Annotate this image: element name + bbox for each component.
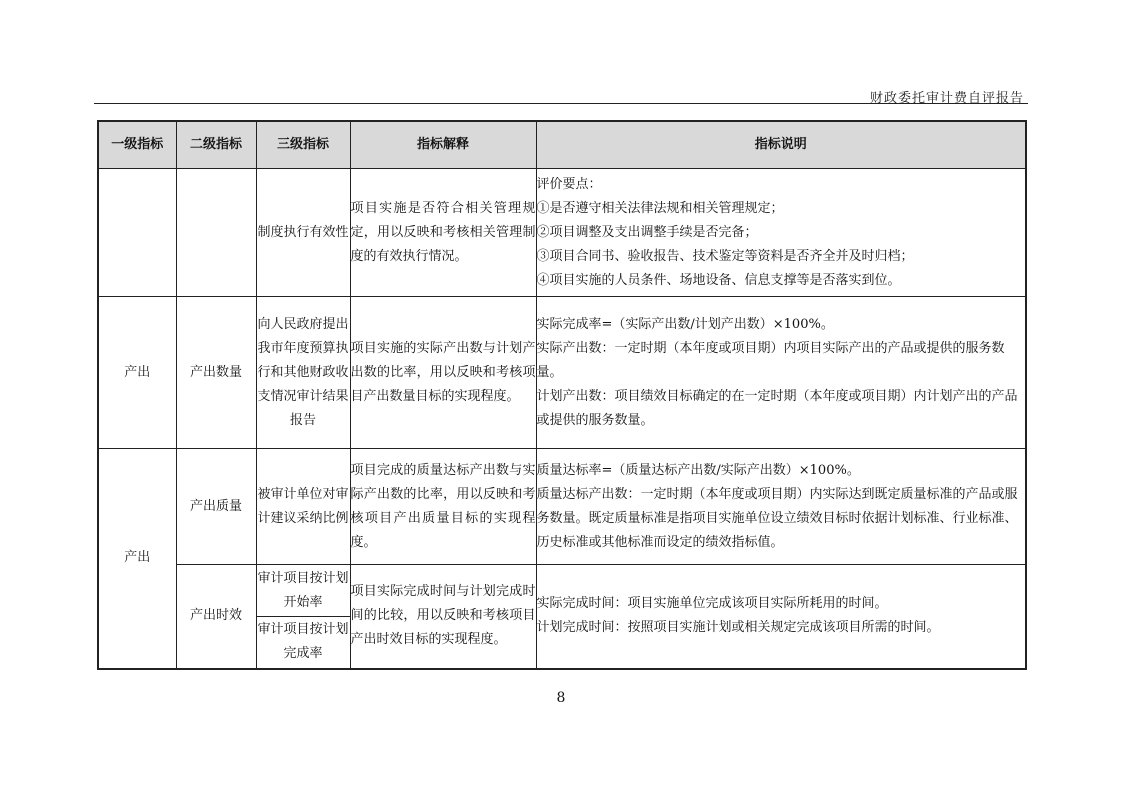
header-rule <box>94 103 1028 104</box>
row1-level3: 制度执行有效性 <box>256 169 350 297</box>
desc-line: 实际完成率=（实际产出数/计划产出数）×100%。 <box>536 316 834 332</box>
header-level3: 三级指标 <box>256 121 350 169</box>
desc-line: 评价要点： <box>536 176 602 192</box>
header-level1: 一级指标 <box>98 121 176 169</box>
table-row <box>98 169 1026 297</box>
row3-level3: 被审计单位对审计建议采纳比例 <box>256 449 350 565</box>
header-explanation: 指标解释 <box>350 121 536 169</box>
desc-line: 计划产出数：项目绩效目标确定的在一定时期（本年度或项目期）内计划产出的产品或提供的服务数量。 <box>536 388 1018 428</box>
row4-description <box>536 565 1026 669</box>
desc-line: 计划完成时间：按照项目实施计划或相关规定完成该项目所需的时间。 <box>536 620 940 636</box>
row4-level2: 产出时效 <box>176 565 256 669</box>
desc-line: ④项目实施的人员条件、场地设备、信息支撑等是否落实到位。 <box>536 272 901 288</box>
table-row <box>98 449 1026 565</box>
row1-description <box>536 169 1026 297</box>
row3-description <box>536 449 1026 565</box>
desc-line: 实际产出数：一定时期（本年度或项目期）内项目实际产出的产品或提供的服务数量。 <box>536 340 1005 380</box>
row1-level2 <box>176 169 256 297</box>
desc-line: ③项目合同书、验收报告、技术鉴定等资料是否齐全并及时归档； <box>536 248 914 264</box>
table-row <box>98 565 1026 617</box>
header-description: 指标说明 <box>536 121 1026 169</box>
row4-explanation: 项目实际完成时间与计划完成时间的比较，用以反映和考核项目产出时效目标的实现程度。 <box>350 565 536 669</box>
page-number: 8 <box>556 690 566 706</box>
row3-explanation: 项目完成的质量达标产出数与实际产出数的比率，用以反映和考核项目产出质量目标的实现程度。 <box>350 449 536 565</box>
row2-level3: 向人民政府提出我市年度预算执行和其他财政收支情况审计结果报告 <box>256 297 350 449</box>
row2-level2: 产出数量 <box>176 297 256 449</box>
desc-line: 质量达标率=（质量达标产出数/实际产出数）×100%。 <box>536 462 860 478</box>
desc-line: ①是否遵守相关法律法规和相关管理规定； <box>536 200 784 216</box>
row1-level1 <box>98 169 176 297</box>
row2-explanation: 项目实施的实际产出数与计划产出数的比率，用以反映和考核项目产出数量目标的实现程度。 <box>350 297 536 449</box>
desc-line: 实际完成时间：项目实施单位完成该项目实际所耗用的时间。 <box>536 596 888 612</box>
desc-line: 质量达标产出数：一定时期（本年度或项目期）内实际达到既定质量标准的产品或服务数量。既定质量标准是指项目实施单位设立绩效目标时依据计划标准、行业标准、历史标准或其他标准而设定的绩效指标值。 <box>536 486 1018 550</box>
running-header: 财政委托审计费自评报告 <box>869 91 1024 106</box>
header-level2: 二级指标 <box>176 121 256 169</box>
table-header-row <box>98 121 1026 169</box>
row2-level1: 产出 <box>98 297 176 449</box>
table-row <box>98 297 1026 449</box>
indicator-table <box>97 120 1027 670</box>
row2-description <box>536 297 1026 449</box>
row3-level2: 产出质量 <box>176 449 256 565</box>
row4-level3a: 审计项目按计划开始率 <box>256 565 350 617</box>
row3-level1: 产出 <box>98 449 176 669</box>
row4-level3b: 审计项目按计划完成率 <box>256 617 350 669</box>
desc-line: ②项目调整及支出调整手续是否完备； <box>536 224 758 240</box>
row1-explanation: 项目实施是否符合相关管理规定，用以反映和考核相关管理制度的有效执行情况。 <box>350 169 536 297</box>
